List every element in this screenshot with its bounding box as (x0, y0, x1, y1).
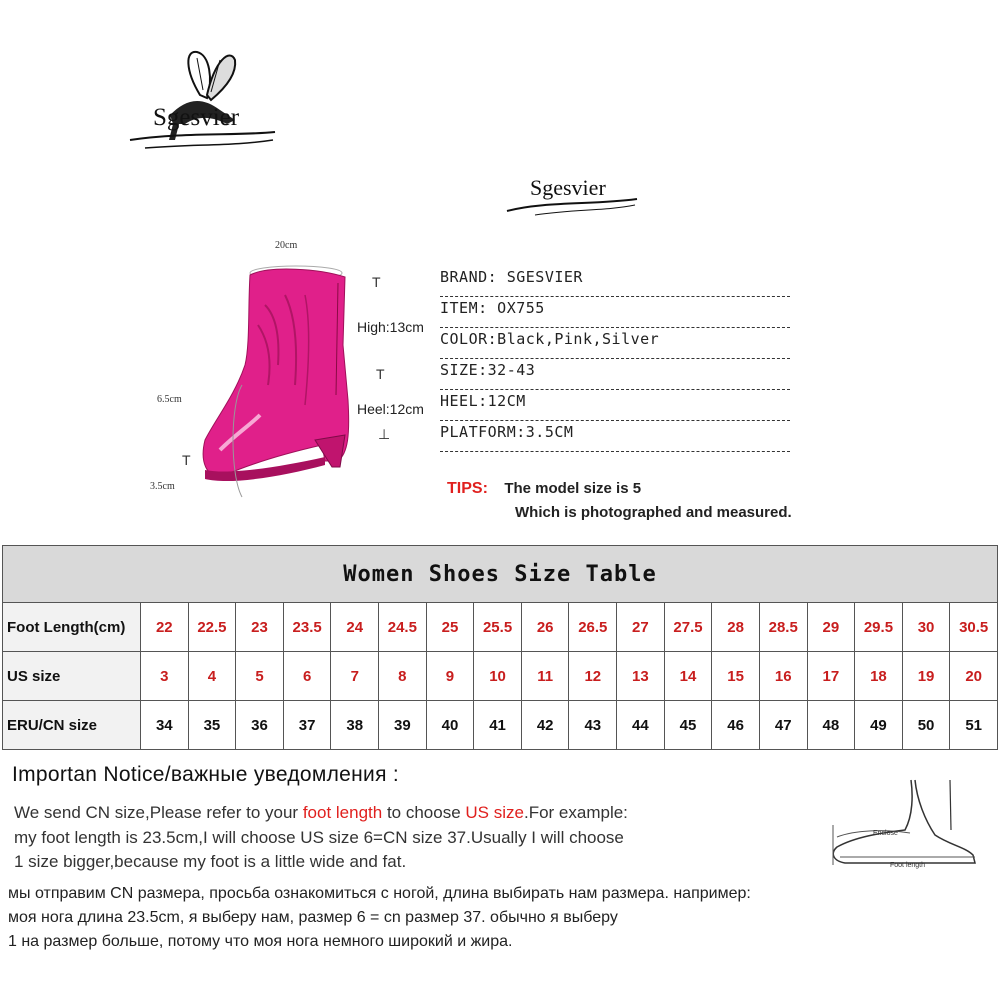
size-table-cell: 47 (759, 701, 807, 750)
spec-color: COLOR:Black,Pink,Silver (440, 328, 790, 359)
size-table-cell: 41 (474, 701, 522, 750)
size-table-cell: 13 (617, 652, 665, 701)
size-table-row-label: ERU/CN size (3, 701, 141, 750)
mid-marker-icon: T (376, 366, 385, 382)
size-table-cell: 10 (474, 652, 522, 701)
tips (447, 480, 641, 498)
measure-width: 20cm (275, 240, 298, 251)
size-table-cell: 6 (283, 652, 331, 701)
size-table-cell: 18 (855, 652, 903, 701)
size-table-cell: 28.5 (759, 603, 807, 652)
size-table-cell: 20 (950, 652, 998, 701)
size-table-title: Women Shoes Size Table (3, 546, 998, 603)
measure-high: High:13cm (357, 319, 424, 335)
tips-line1: The model size is 5 (504, 480, 642, 497)
size-table-row (3, 652, 998, 701)
size-table-cell: 28 (712, 603, 760, 652)
size-table-cell: 19 (902, 652, 950, 701)
spec-heel: HEEL:12CM (440, 390, 790, 421)
logo-top-text: Sgesvier (153, 104, 240, 131)
size-table-cell: 37 (283, 701, 331, 750)
size-table-cell: 45 (664, 701, 712, 750)
size-table-cell: 24.5 (379, 603, 427, 652)
size-table-cell: 27 (617, 603, 665, 652)
spec-brand: BRAND: SGESVIER (440, 266, 790, 297)
measure-heel: Heel:12cm (357, 401, 424, 417)
size-table-cell: 25.5 (474, 603, 522, 652)
spec-item: ITEM: OX755 (440, 297, 790, 328)
logo-swoosh-icon (505, 195, 640, 217)
size-table-cell: 7 (331, 652, 379, 701)
size-table-cell: 24 (331, 603, 379, 652)
size-table-cell: 42 (521, 701, 569, 750)
size-table-cell: 26 (521, 603, 569, 652)
size-table-cell: 12 (569, 652, 617, 701)
size-table-cell: 36 (236, 701, 284, 750)
notice-ru-line2: моя нога длина 23.5cm, я выберу нам, размер 6 = cn размер 37. обычно я выберу (8, 909, 618, 926)
notice-en1-text-e: .For example: (523, 803, 628, 822)
notice-en1-highlight-foot-length: foot length (302, 803, 383, 822)
size-table-cell: 30.5 (950, 603, 998, 652)
tips-line2: Which is photographed and measured. (515, 504, 792, 521)
notice-en1-highlight-us-size: US size (465, 803, 524, 822)
notice-ru-line3: 1 на размер больше, потому что моя нога немного широкий и жира. (8, 933, 513, 950)
size-table-cell: 16 (759, 652, 807, 701)
notice-en-line2: my foot length is 23.5cm,I will choose US size 6=CN size 37.Usually I will choose (14, 828, 624, 847)
size-table-cell: 22.5 (188, 603, 236, 652)
size-table-cell: 26.5 (569, 603, 617, 652)
size-table-cell: 25 (426, 603, 474, 652)
size-table-cell: 29 (807, 603, 855, 652)
spec-size: SIZE:32-43 (440, 359, 790, 390)
size-table-cell: 50 (902, 701, 950, 750)
size-table-row-label: US size (3, 652, 141, 701)
size-table-cell: 9 (426, 652, 474, 701)
notice-en1-text-a: We send CN size,Please refer to your (14, 803, 303, 822)
size-table-cell: 44 (617, 701, 665, 750)
size-table-cell: 38 (331, 701, 379, 750)
platform-marker-icon: T (182, 452, 191, 468)
size-table-cell: 27.5 (664, 603, 712, 652)
top-marker-icon: T (372, 274, 381, 290)
measure-platform: 3.5cm (150, 481, 175, 492)
butterfly-shoe-logo-icon (125, 40, 285, 155)
size-table-cell: 23.5 (283, 603, 331, 652)
size-table-cell: 5 (236, 652, 284, 701)
size-table-cell: 39 (379, 701, 427, 750)
size-table-cell: 48 (807, 701, 855, 750)
size-table-cell: 43 (569, 701, 617, 750)
size-table-cell: 34 (141, 701, 189, 750)
bottom-marker-icon: ⊥ (378, 426, 391, 442)
size-table-cell: 15 (712, 652, 760, 701)
size-table-cell: 4 (188, 652, 236, 701)
size-table-cell: 17 (807, 652, 855, 701)
tips-label: TIPS: (447, 480, 488, 497)
size-table-cell: 14 (664, 652, 712, 701)
foot-length-label: Foot length (890, 862, 926, 869)
notice-en-line3: 1 size bigger,because my foot is a little wide and fat. (14, 852, 407, 871)
size-table-cell: 3 (141, 652, 189, 701)
size-table-row-label: Foot Length(cm) (3, 603, 141, 652)
size-table-cell: 40 (426, 701, 474, 750)
notice-title: Importan Notice/важные уведомления : (12, 763, 400, 786)
size-table-cell: 49 (855, 701, 903, 750)
size-table-cell: 22 (141, 603, 189, 652)
size-table-cell: 23 (236, 603, 284, 652)
notice-en-line1 (14, 803, 628, 823)
size-table (2, 545, 998, 750)
logo-mid-text: Sgesvier (530, 175, 606, 200)
size-table-row (3, 701, 998, 750)
size-table-row (3, 603, 998, 652)
size-table-cell: 11 (521, 652, 569, 701)
size-table-cell: 29.5 (855, 603, 903, 652)
size-table-cell: 35 (188, 701, 236, 750)
spec-platform: PLATFORM:3.5CM (440, 421, 790, 452)
foot-enclose-label: Enclose (873, 830, 898, 837)
foot-diagram-icon (825, 775, 990, 875)
notice-ru-line1: мы отправим CN размера, просьба ознакомиться с ногой, длина выбирать нам размера. например: (8, 885, 751, 902)
size-table-cell: 46 (712, 701, 760, 750)
size-table-cell: 51 (950, 701, 998, 750)
measure-shaft: 6.5cm (157, 394, 182, 405)
size-table-cell: 8 (379, 652, 427, 701)
size-table-cell: 30 (902, 603, 950, 652)
notice-en1-text-c: to choose (382, 803, 466, 822)
